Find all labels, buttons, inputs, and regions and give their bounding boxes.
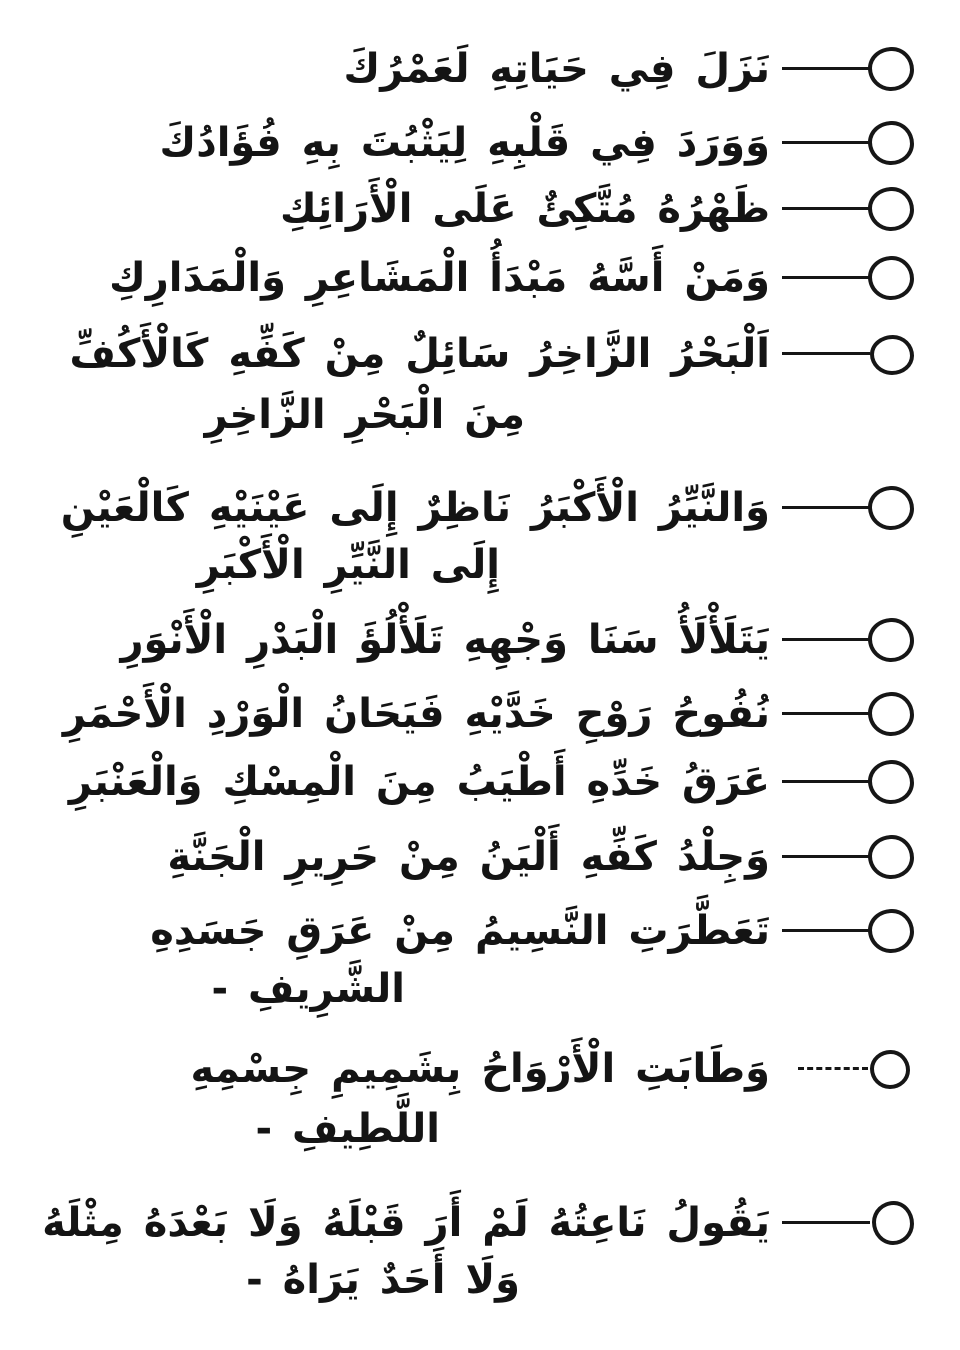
verse-continuation-text: اللَّطِيفِ - (255, 1106, 440, 1152)
verse-text: يَتَلَأْلَأُ سَنَا وَجْهِهِ تَلَأْلُؤَ الْبَدْرِ الْأَنْوَرِ (120, 617, 770, 663)
verse-row (0, 826, 960, 888)
verse-marker (770, 323, 960, 385)
verse-marker (770, 609, 960, 671)
circle-marker-icon (868, 760, 914, 804)
marker-connector-line (782, 712, 870, 715)
marker-connector-line (782, 276, 870, 279)
verse-marker (770, 826, 960, 888)
verse-continuation (197, 536, 500, 594)
circle-marker-icon (870, 1050, 910, 1089)
circle-marker-icon (868, 618, 914, 662)
verse-marker (770, 751, 960, 813)
verse-marker (770, 900, 960, 962)
verse-continuation (205, 386, 525, 444)
verse-marker (770, 683, 960, 745)
verse-marker (770, 247, 960, 309)
verse-row (0, 900, 960, 962)
circle-marker-icon (868, 692, 914, 736)
circle-marker-icon (868, 187, 914, 231)
marker-connector-line (782, 1221, 870, 1224)
verse-row (0, 683, 960, 745)
verse-marker (770, 477, 960, 539)
marker-connector-line (782, 855, 870, 858)
verse-marker (770, 1192, 960, 1254)
verse-row (0, 1038, 960, 1100)
circle-marker-icon (868, 121, 914, 165)
marker-connector-line (782, 141, 870, 144)
circle-marker-icon (868, 835, 914, 879)
verse-text: نُفُوحُ رَوْحِ خَدَّيْهِ فَيَحَانُ الْوَرْدِ الْأَحْمَرِ (62, 691, 770, 737)
verse-text: وَوَرَدَ فِي قَلْبِهِ لِيَثْبُتَ بِهِ فُؤَادُكَ (159, 120, 770, 166)
circle-marker-icon (868, 47, 914, 91)
verse-continuation (246, 1251, 520, 1309)
verse-text: وَمَنْ أَسَّهُ مَبْدَأُ الْمَشَاعِرِ وَالْمَدَارِكِ (109, 255, 770, 301)
verse-marker (770, 112, 960, 174)
verse-text: وَجِلْدُ كَفِّهِ أَلْيَنُ مِنْ حَرِيرِ الْجَنَّةِ (167, 834, 770, 880)
verse-row (0, 178, 960, 240)
verse-text: وَطَابَتِ الْأَرْوَاحُ بِشَمِيمِ جِسْمِهِ (190, 1046, 770, 1092)
marker-connector-line (798, 1067, 868, 1070)
verse-text: اَلْبَحْرُ الزَّاخِرُ سَائِلٌ مِنْ كَفِّهِ كَالْأَكُفِّ (69, 331, 770, 377)
verse-row (0, 38, 960, 100)
marker-connector-line (782, 780, 870, 783)
verse-row (0, 751, 960, 813)
verse-text: نَزَلَ فِي حَيَاتِهِ لَعَمْرُكَ (343, 46, 770, 92)
verse-row (0, 477, 960, 539)
verse-continuation-text: وَلَا أَحَدٌ يَرَاهُ - (246, 1257, 520, 1303)
marker-connector-line (782, 638, 870, 641)
verse-row (0, 247, 960, 309)
circle-marker-icon (870, 335, 914, 375)
marker-connector-line (782, 207, 870, 210)
verse-text: تَعَطَّرَتِ النَّسِيمُ مِنْ عَرَقِ جَسَدِهِ (150, 908, 770, 954)
circle-marker-icon (868, 256, 914, 300)
circle-marker-icon (868, 909, 914, 953)
verse-continuation (212, 960, 406, 1018)
marker-connector-line (782, 352, 870, 355)
marker-connector-line (782, 67, 870, 70)
verse-text: عَرَقُ خَدِّهِ أَطْيَبُ مِنَ الْمِسْكِ وَالْعَنْبَرِ (68, 759, 770, 805)
verse-marker (770, 38, 960, 100)
verse-continuation (255, 1100, 440, 1158)
verse-text: وَالنَّيِّرُ الْأَكْبَرُ نَاظِرٌ إِلَى عَيْنَيْهِ كَالْعَيْنِ (60, 485, 770, 531)
verse-marker (770, 178, 960, 240)
verse-text: يَقُولُ نَاعِتُهُ لَمْ أَرَ قَبْلَهُ وَلَا بَعْدَهُ مِثْلَهُ (42, 1200, 770, 1246)
circle-marker-icon (872, 1201, 914, 1245)
verse-continuation-text: الشَّرِيفِ - (211, 966, 405, 1012)
verse-continuation-text: إِلَى النَّيِّرِ الْأَكْبَرِ (196, 542, 500, 588)
circle-marker-icon (868, 486, 914, 530)
verse-row (0, 609, 960, 671)
marker-connector-line (782, 929, 870, 932)
verse-row (0, 323, 960, 385)
verse-row (0, 112, 960, 174)
verse-continuation-text: مِنَ الْبَحْرِ الزَّاخِرِ (204, 392, 525, 438)
verse-marker (770, 1038, 960, 1100)
verse-text: ظَهْرُهُ مُتَّكِئٌ عَلَى الْأَرَائِكِ (280, 186, 770, 232)
verse-row (0, 1192, 960, 1254)
marker-connector-line (782, 506, 870, 509)
